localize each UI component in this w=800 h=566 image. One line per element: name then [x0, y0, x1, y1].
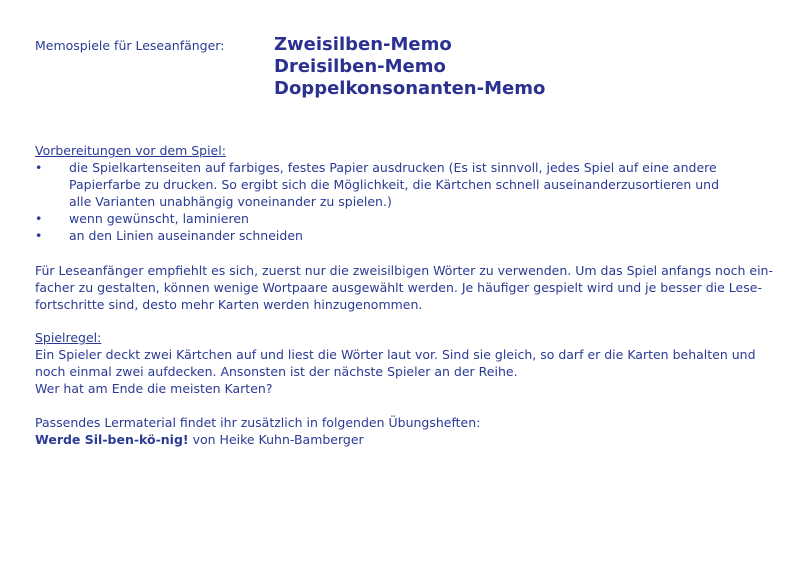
preparation-item-line: die Spielkartenseiten auf farbiges, festes Papier ausdrucken (Es ist sinnvoll, jedes Spiel auf eine andere	[69, 160, 717, 175]
rules-line: Wer hat am Ende die meisten Karten?	[35, 381, 273, 396]
bullet-icon: •	[35, 160, 43, 175]
preparation-item-line: Papierfarbe zu drucken. So ergibt sich die Möglichkeit, die Kärtchen schnell auseinanderzusortieren und	[69, 177, 720, 192]
memo-titles	[274, 34, 545, 100]
preparation-item	[35, 210, 775, 227]
preparation-item	[35, 227, 775, 244]
paragraph-line: Für Leseanfänger empfiehlt es sich, zuerst nur die zweisilbigen Wörter zu verwenden. Um das Spiel anfangs noch ein-	[35, 263, 773, 278]
intro-label: Memospiele für Leseanfänger:	[35, 38, 225, 53]
rules-section	[35, 329, 775, 397]
bullet-icon: •	[35, 228, 43, 243]
paragraph-line: fortschritte sind, desto mehr Karten werden hinzugenommen.	[35, 297, 423, 312]
title-zweisilben: Zweisilben-Memo	[274, 34, 452, 55]
book-author: von Heike Kuhn-Bamberger	[188, 432, 364, 447]
intro-paragraph	[35, 262, 775, 313]
preparation-heading: Vorbereitungen vor dem Spiel:	[35, 143, 226, 158]
preparation-item-line: an den Linien auseinander schneiden	[69, 228, 303, 243]
material-section	[35, 414, 775, 448]
material-line: Passendes Lermaterial findet ihr zusätzlich in folgenden Übungsheften:	[35, 415, 481, 430]
preparation-item-line: alle Varianten unabhängig voneinander zu spielen.)	[69, 194, 392, 209]
preparation-item-line: wenn gewünscht, laminieren	[69, 211, 249, 226]
bullet-icon: •	[35, 211, 43, 226]
preparation-item	[35, 159, 775, 210]
rules-heading: Spielregel:	[35, 330, 102, 345]
book-reference	[35, 431, 775, 448]
preparation-section	[35, 142, 775, 244]
paragraph-line: facher zu gestalten, können wenige Wortpaare ausgewählt werden. Je häufiger gespielt wird und je besser die Lese-	[35, 280, 762, 295]
rules-line: Ein Spieler deckt zwei Kärtchen auf und liest die Wörter laut vor. Sind sie gleich, so darf er die Karten behalten und	[35, 347, 756, 362]
title-doppelkonsonanten: Doppelkonsonanten-Memo	[274, 78, 546, 99]
rules-line: noch einmal zwei aufdecken. Ansonsten ist der nächste Spieler an der Reihe.	[35, 364, 518, 379]
book-title: Werde Sil-ben-kö-nig!	[35, 432, 189, 447]
title-dreisilben: Dreisilben-Memo	[274, 56, 446, 77]
